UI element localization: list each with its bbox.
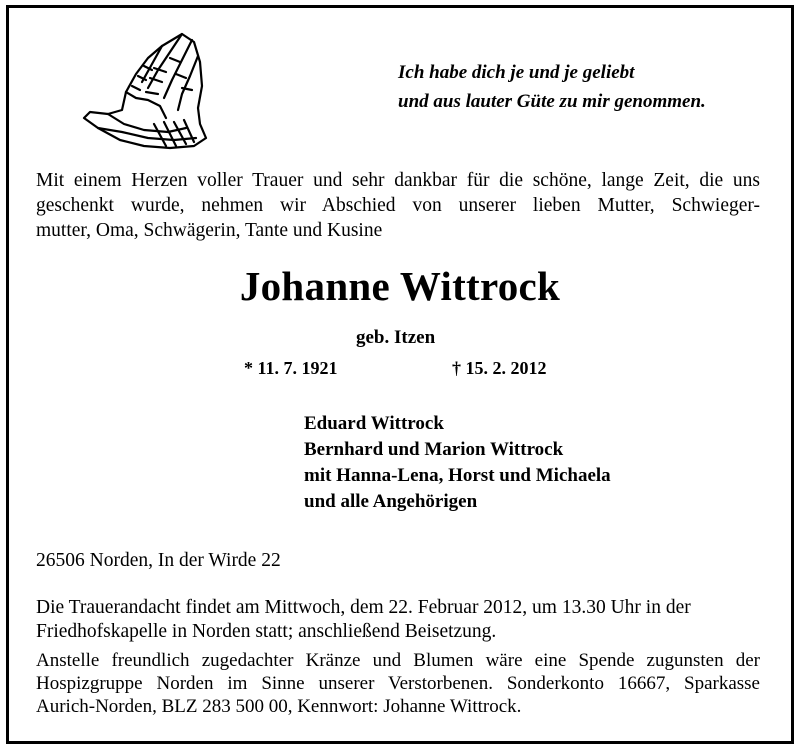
intro-line-2: geschenkt wurde, nehmen wir Abschied von unserer lieben Mutter, Schwieger- [36,195,760,216]
maiden-name: geb. Itzen [356,327,436,348]
mourner-line: und alle Angehörigen [304,491,478,512]
mourner-line: mit Hanna-Lena, Horst und Michaela [304,465,611,486]
intro-paragraph [36,168,760,243]
praying-hands-icon [74,28,214,158]
deceased-name: Johanne Wittrock [239,263,561,309]
quote-line-2: und aus lauter Güte zu mir genommen. [398,91,706,112]
mourners-list [304,411,611,515]
death-date: † 15. 2. 2012 [452,358,547,378]
mourner-line: Eduard Wittrock [304,413,444,434]
intro-line-1: Mit einem Herzen voller Trauer und sehr dankbar für die schöne, lange Zeit, die uns [36,170,760,191]
service-paragraph [36,596,760,644]
birth-date: * 11. 7. 1921 [244,358,338,378]
service-line-1: Die Trauerandacht findet am Mittwoch, dem 22. Februar 2012, um 13.30 Uhr in der [36,597,691,618]
donation-line-3: Aurich-Norden, BLZ 283 500 00, Kennwort: Johanne Wittrock. [36,696,522,717]
quote-line-1: Ich habe dich je und je geliebt [398,62,635,83]
mourner-line: Bernhard und Marion Wittrock [304,439,564,460]
donation-line-2: Hospizgruppe Norden im Sinne unserer Verstorbenen. Sonderkonto 16667, Sparkasse [36,673,760,694]
service-line-2: Friedhofskapelle in Norden statt; anschließend Beisetzung. [36,621,497,642]
bible-quote [398,58,706,116]
family-address: 26506 Norden, In der Wirde 22 [36,550,281,571]
donation-paragraph [36,649,760,718]
donation-line-1: Anstelle freundlich zugedachter Kränze und Blumen wäre eine Spende zugunsten der [36,650,760,671]
intro-line-3: mutter, Oma, Schwägerin, Tante und Kusine [36,220,383,241]
